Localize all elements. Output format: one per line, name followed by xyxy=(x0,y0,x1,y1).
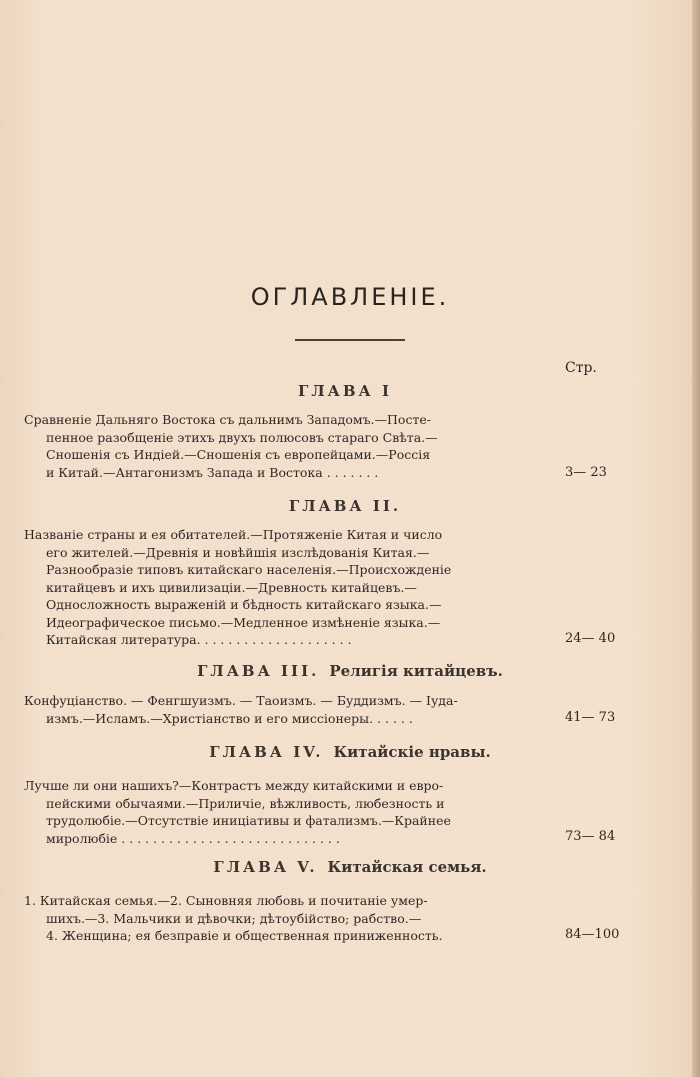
chapter-5-contents xyxy=(24,892,544,945)
contents-line: его жителей.—Древнія и новѣйшія изслѣдованія Китая.— xyxy=(46,544,430,560)
contents-line: Названіе страны и ея обитателей.—Протяженіе Китая и число xyxy=(24,527,443,542)
chapter-5-pages: 84—100 xyxy=(565,927,620,942)
chapter-subtitle: Китайскіе нравы. xyxy=(333,743,491,761)
chapter-4-pages: 73— 84 xyxy=(565,829,616,844)
contents-line: 4. Женщина; ея безправіе и общественная приниженность. xyxy=(46,928,443,943)
chapter-1-contents xyxy=(24,411,544,481)
page-edge xyxy=(692,0,700,1077)
page-heading: ОГЛАВЛЕНІЕ. xyxy=(250,283,450,311)
contents-line: Идеографическое письмо.—Медленное измѣненіе языка.— xyxy=(46,614,441,630)
chapter-5-title xyxy=(0,858,700,876)
chapter-4-title xyxy=(0,743,700,761)
chapter-title-text: ГЛАВА V. xyxy=(213,858,318,876)
chapter-1-title xyxy=(0,382,700,400)
chapter-4-contents xyxy=(24,777,544,847)
contents-line: пенное разобщеніе этихъ двухъ полюсовъ стараго Свѣта.— xyxy=(46,429,438,445)
contents-line: пейскими обычаями.—Приличіе, вѣжливость, любезность и xyxy=(46,795,445,811)
contents-line: Односложность выраженій и бѣдность китайскаго языка.— xyxy=(46,597,442,612)
contents-line: шихъ.—3. Мальчики и дѣвочки; дѣтоубійство; рабство.— xyxy=(46,910,422,926)
contents-line: Сравненіе Дальняго Востока съ дальнимъ Западомъ.—Посте- xyxy=(24,412,431,427)
chapter-2-title xyxy=(0,497,700,515)
chapter-title-text: ГЛАВА III. xyxy=(197,662,320,680)
heading-rule xyxy=(295,339,405,341)
contents-line: Конфуціанство. — Фенгшуизмъ. — Таоизмъ. — Буддизмъ. — Іуда- xyxy=(24,693,458,708)
contents-line: измъ.—Исламъ.—Христіанство и его миссіонеры. . . . . . xyxy=(46,710,413,726)
chapter-subtitle: Религія китайцевъ. xyxy=(329,662,503,680)
chapter-title-text: ГЛАВА II. xyxy=(288,497,402,515)
contents-line: Лучше ли они нашихъ?—Контрастъ между китайскими и евро- xyxy=(24,778,444,793)
chapter-3-contents xyxy=(24,692,544,727)
contents-line: и Китай.—Антагонизмъ Запада и Востока . . . . . . . xyxy=(46,464,379,480)
chapter-1-pages: 3— 23 xyxy=(565,465,607,480)
chapter-3-title xyxy=(0,662,700,680)
contents-line: Разнообразіе типовъ китайскаго населенія.—Происхожденіе xyxy=(46,562,452,577)
contents-line: 1. Китайская семья.—2. Сыновняя любовь и почитаніе умер- xyxy=(24,893,428,908)
contents-line: трудолюбіе.—Отсутствіе иниціативы и фатализмъ.—Крайнее xyxy=(46,813,451,828)
contents-line: китайцевъ и ихъ цивилизаціи.—Древность китайцевъ.— xyxy=(46,579,417,595)
contents-line: Сношенія съ Индіей.—Сношенія съ европейцами.—Россія xyxy=(46,447,431,462)
chapter-2-contents xyxy=(24,526,544,649)
chapter-title-text: ГЛАВА I xyxy=(298,382,392,400)
chapter-3-pages: 41— 73 xyxy=(565,710,616,725)
chapter-title-text: ГЛАВА IV. xyxy=(209,743,324,761)
contents-line: миролюбіе . . . . . . . . . . . . . . . . . . . . . . . . . . . . xyxy=(46,830,340,846)
chapter-subtitle: Китайская семья. xyxy=(327,858,487,876)
contents-line: Китайская литература. . . . . . . . . . . . . . . . . . . . xyxy=(46,632,352,647)
pages-column-header: Стр. xyxy=(565,360,597,376)
chapter-2-pages: 24— 40 xyxy=(565,631,616,646)
